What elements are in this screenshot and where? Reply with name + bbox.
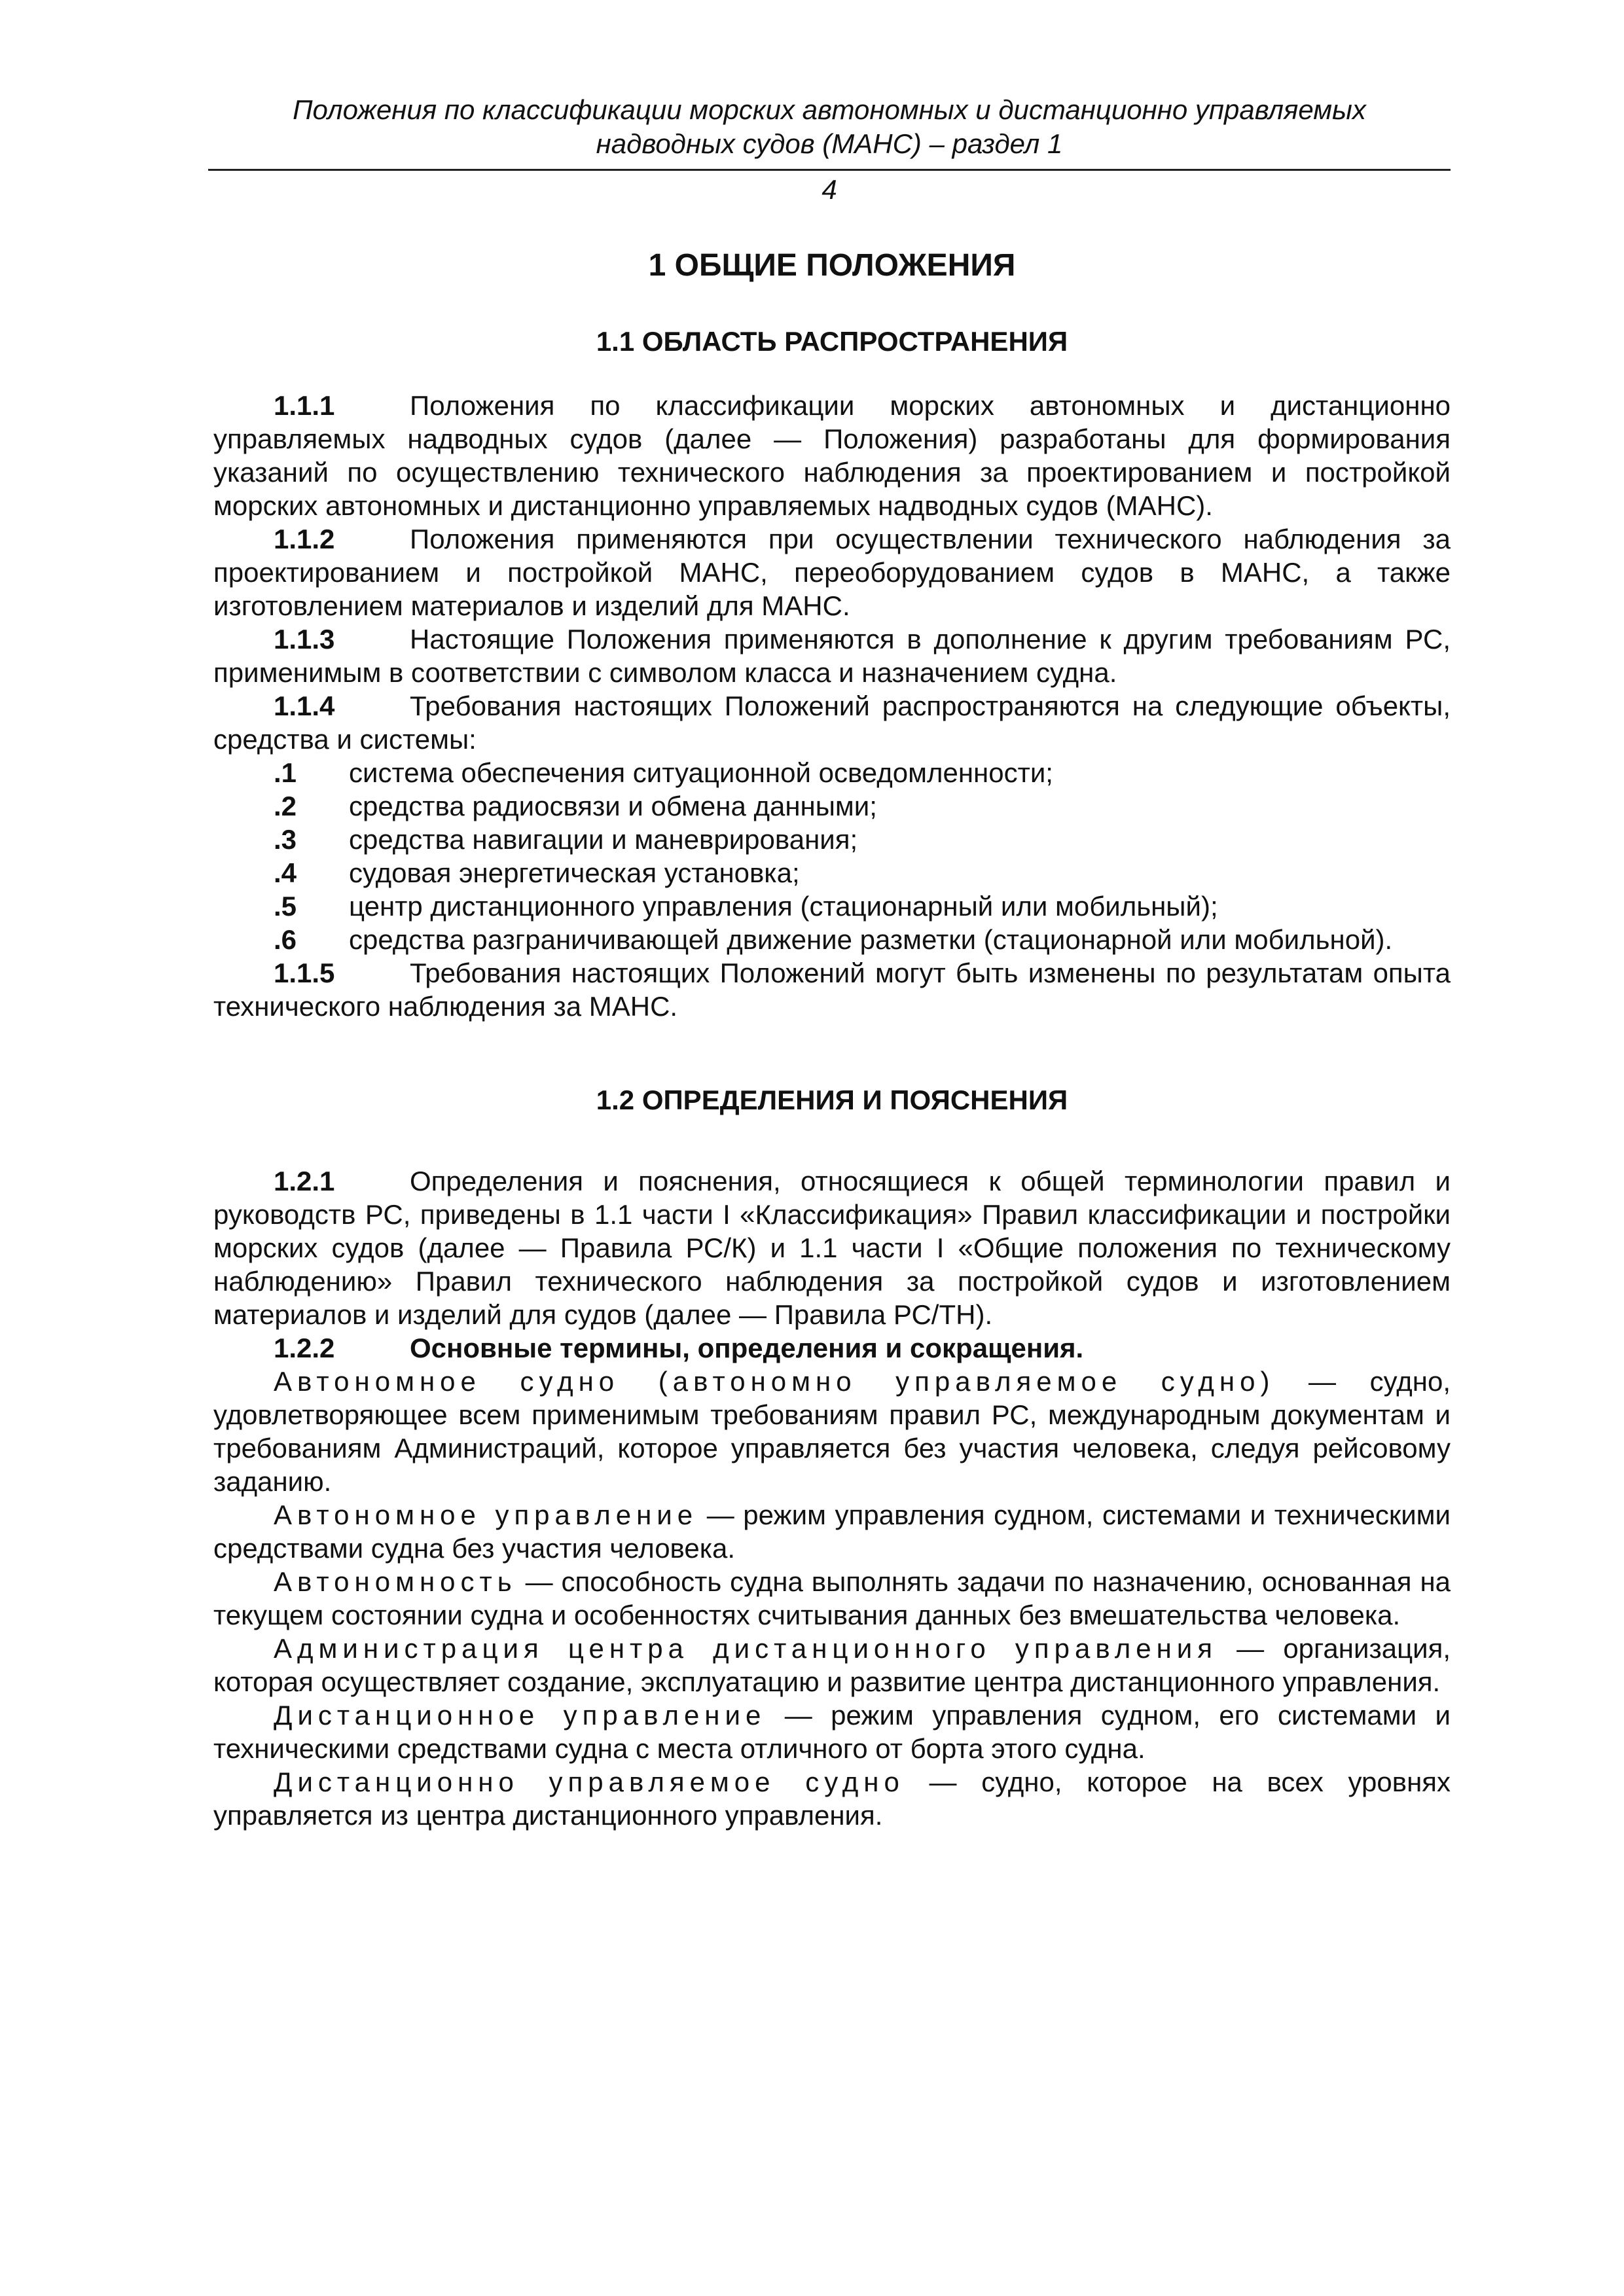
list-item xyxy=(213,789,1451,823)
clause-1-2-2 xyxy=(213,1331,1451,1365)
defined-term: Дистанционное управление xyxy=(274,1700,767,1731)
item-text: средства радиосвязи и обмена данными; xyxy=(349,791,877,821)
item-text: судовая энергетическая установка; xyxy=(349,857,800,888)
list-item xyxy=(213,923,1451,956)
list-item xyxy=(213,856,1451,889)
list-item xyxy=(213,756,1451,789)
item-number: .2 xyxy=(274,791,297,821)
page-number: 4 xyxy=(821,174,837,205)
clause-number: 1.2.2 xyxy=(274,1333,335,1363)
clause-text: Положения по классификации морских автономных и дистанционно управляемых надводных судов (далее — Положения) разработаны для формирования указаний по осуществлению технического наблюдения за проектированием и постройкой морских автономных и дистанционно управляемых надводных судов (МАНС). xyxy=(213,390,1451,521)
defined-term: Автономное управление xyxy=(274,1499,698,1530)
subsection-title-1-1: 1.1 ОБЛАСТЬ РАСПРОСТРАНЕНИЯ xyxy=(596,326,1068,357)
defined-term: Дистанционно управляемое судно xyxy=(274,1767,905,1797)
clause-1-2-1 xyxy=(213,1164,1451,1331)
clause-number: 1.2.1 xyxy=(274,1166,335,1196)
clause-number: 1.1.4 xyxy=(274,691,335,721)
item-number: .1 xyxy=(274,757,297,788)
clause-1-1-3 xyxy=(213,622,1451,689)
clause-number: 1.1.2 xyxy=(274,524,335,554)
definition-text: — режим управления судном, его системами и техническими средствами судна с места отличного от борта этого судна. xyxy=(213,1700,1451,1764)
clause-text: Определения и пояснения, относящиеся к общей терминологии правил и руководств РС, приведены в 1.1 части I «Классификация» Правил классификации и постройки морских судов (далее — Правила РС/К) и 1.1 части I «Общие положения по техническому наблюдению» Правил технического наблюдения за постройкой судов и изготовлением материалов и изделий для судов (далее — Правила РС/ТН). xyxy=(213,1166,1451,1330)
definition-entry xyxy=(213,1365,1451,1498)
item-text: средства навигации и маневрирования; xyxy=(349,824,858,855)
clause-number: 1.1.5 xyxy=(274,958,335,988)
list-item xyxy=(213,889,1451,923)
clause-1-1-5 xyxy=(213,956,1451,1023)
defined-term: Администрация центра дистанционного управления xyxy=(274,1633,1218,1664)
page-body xyxy=(213,246,1451,1832)
definition-text: — организация, которая осуществляет создание, эксплуатацию и развитие центра дистанционного управления. xyxy=(213,1633,1451,1697)
subsection-title-1-2: 1.2 ОПРЕДЕЛЕНИЯ И ПОЯСНЕНИЯ xyxy=(596,1085,1068,1115)
definition-text: — судно, удовлетворяющее всем применимым требованиям правил РС, международным документам и требованиям Администраций, которое управляется без участия человека, следуя рейсовому заданию. xyxy=(213,1366,1451,1497)
header-rule xyxy=(208,169,1451,171)
defined-term: Автономное судно (автономно управляемое судно) xyxy=(274,1366,1275,1397)
item-number: .6 xyxy=(274,924,297,955)
item-text: центр дистанционного управления (стационарный или мобильный); xyxy=(349,891,1218,922)
definition-entry xyxy=(213,1698,1451,1765)
clause-text: Настоящие Положения применяются в дополнение к другим требованиям РС, применимым в соответствии с символом класса и назначением судна. xyxy=(213,624,1451,688)
item-number: .3 xyxy=(274,824,297,855)
clause-1-1-4 xyxy=(213,689,1451,756)
definition-text: — способность судна выполнять задачи по назначению, основанная на текущем состоянии судна и особенностях считывания данных без вмешательства человека. xyxy=(213,1566,1451,1630)
clause-text: Требования настоящих Положений распространяются на следующие объекты, средства и системы: xyxy=(213,691,1451,755)
defined-term: Автономность xyxy=(274,1566,517,1597)
definition-entry xyxy=(213,1565,1451,1632)
list-item xyxy=(213,823,1451,856)
definition-entry xyxy=(213,1765,1451,1832)
definition-entry xyxy=(213,1632,1451,1698)
clause-text: Положения применяются при осуществлении технического наблюдения за проектированием и постройкой МАНС, переоборудованием судов в МАНС, а также изготовлением материалов и изделий для МАНС. xyxy=(213,524,1451,621)
running-header xyxy=(208,93,1451,161)
section-title: 1 ОБЩИЕ ПОЛОЖЕНИЯ xyxy=(648,248,1016,283)
definition-entry xyxy=(213,1498,1451,1565)
header-line-2: надводных судов (МАНС) – раздел 1 xyxy=(596,128,1063,159)
item-text: средства разграничивающей движение разметки (стационарной или мобильной). xyxy=(349,924,1393,955)
clause-text: Требования настоящих Положений могут быть изменены по результатам опыта технического наблюдения за МАНС. xyxy=(213,958,1451,1022)
item-number: .4 xyxy=(274,857,297,888)
item-number: .5 xyxy=(274,891,297,922)
item-text: система обеспечения ситуационной осведомленности; xyxy=(349,757,1053,788)
clause-title: Основные термины, определения и сокращения. xyxy=(410,1333,1084,1363)
clause-1-1-2 xyxy=(213,522,1451,622)
clause-1-1-1 xyxy=(213,389,1451,522)
header-line-1: Положения по классификации морских автономных и дистанционно управляемых xyxy=(293,94,1366,125)
clause-number: 1.1.3 xyxy=(274,624,335,655)
definition-text: — режим управления судном, системами и техническими средствами судна без участия человека. xyxy=(213,1499,1451,1564)
clause-number: 1.1.1 xyxy=(274,390,335,421)
definition-text: — судно, которое на всех уровнях управляется из центра дистанционного управления. xyxy=(213,1767,1451,1831)
